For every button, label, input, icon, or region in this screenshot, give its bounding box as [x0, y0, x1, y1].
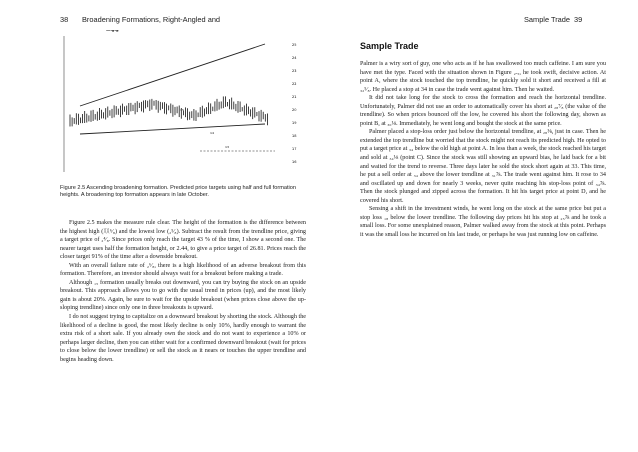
left-paragraph-4: I do not suggest trying to capitalize on a downward breakout by shorting the stock. Although the likelihood of a decline is good, the most likely decline is only 10%, hardly enough to warrant the extra risk of a short sale. If you already own the stock and do not want to experience a 10% or perhaps larger decline, then you can either wait for a confirmed downward breakout (wait for prices to close below the lower trendline) or sell the stock as it nears or touches the upper trendline and begins heading down. — [60, 314, 306, 363]
right-paragraph-4: Sensing a shift in the investment winds, he went long on the stock at the same price but put a stop loss ₁₈ below the lower trendline. The following day prices hit his stop at ₂₅⅞ and he took a small loss. For some unexplained reason, Palmer walked away from the stock at this point. Perhaps it was the small loss he incurred on his last trade, or perhaps he was just running low on caffeine. — [360, 206, 606, 238]
chart-annotation-3: ₁₃ — [225, 144, 230, 150]
price-axis-label: ₂₄ — [292, 55, 297, 61]
price-axis-label: ₂₅ — [292, 42, 297, 48]
right-paragraph-3: Palmer placed a stop-loss order just below the horizontal trendline, at ₂₈⅜, just in case. Then he extended the top trendline but worried that the stock might not reach its predicted high. He opted to put a target price at ₃₄ below the old high at point A. In less than a week, the stock reached his target and sold at ₃₄⅛ (point C). Since the stock was still showing an upward bias, he laid back for a bit and waited for the trend to reverse. Three days later he sold the stock short again at 33. This time, he put a sell order at ₃₄ above the lower trendline at ₃₁⅞. The trade went against him. It rose to 34 and oscillated up and down for nearly 3 weeks, never quite reaching his stop-loss point of ₃₄⅞. Then the stock plunged and zipped across the formation. It hit his target price at point D, and he covered his short. — [360, 129, 606, 204]
right-page-number: 39 — [574, 15, 583, 24]
price-axis-label: ₂₃ — [292, 68, 297, 74]
section-heading: Sample Trade — [360, 41, 419, 51]
right-running-head: Sample Trade — [524, 15, 571, 24]
left-page-number: 38 — [60, 15, 69, 24]
price-axis — [292, 42, 297, 165]
chart-title: ̶ ₐ̶ ₐ̶ — [110, 27, 119, 34]
left-body — [60, 219, 306, 364]
price-axis-label: ₁₈ — [292, 133, 297, 139]
right-paragraph-1: Palmer is a wiry sort of guy, one who acts as if he has swallowed too much caffeine. I am sure you have met the type. Faced with the situation shown in Figure ₂.₅, he took swift, decisive action. At point A, where the stock touched the top trendline, he quickly sold it short and received a fill at ₃₂⁵⁄₈. He placed a stop at 34 in case the trade went against him. Then he waited. — [360, 61, 606, 93]
price-axis-label: ₂₁ — [292, 94, 297, 100]
left-paragraph-1: Figure 2.5 makes the measure rule clear. The height of the formation is the difference between the highest high (〷⁶⁄₈) and the lowest low (₂⁵⁄₈). Subtract the result from the trendline price, giving a target price of ₂⁴⁄₈. Since prices only reach the target 43 % of the time, I show a second one. The nearer target uses half the formation height, or 2.44, to give a price target of 26.81. Prices reach the closer target 91% of the time after a downside breakout. — [60, 220, 306, 261]
right-body — [360, 60, 606, 239]
left-paragraph-3: Although ₁₅ formation usually breaks out downward, you can try buying the stock on an upside breakout. This approach allows you to go with the usual trend in prices (up), and the most likely gain is about 20%. Again, be sure to wait for the upside breakout (when prices close above the up-sloping trendline) since only one in three breakouts is upward. — [60, 279, 306, 312]
price-bars — [70, 96, 267, 126]
lower-trendline — [80, 124, 265, 134]
left-running-head: Broadening Formations, Right-Angled and — [82, 15, 221, 24]
price-axis-label: ₂₀ — [292, 107, 297, 113]
price-axis-label: ₁₉ — [292, 120, 297, 126]
figure-chart — [60, 26, 306, 176]
price-axis-label: ₂₂ — [292, 81, 297, 87]
price-axis-label: ₁₆ — [292, 159, 297, 165]
chart-annotation-1: ₁₅ — [180, 107, 185, 113]
left-paragraph-2: With an overall failure rate of ₂⁶⁄₈, there is a high likelihood of an adverse breakout from this formation. Therefore, an investor should always wait for a breakout before making a trade. — [60, 262, 306, 278]
upper-trendline — [80, 44, 265, 106]
chart-annotation-2: ₁₄ — [210, 130, 215, 136]
right-paragraph-2: It did not take long for the stock to cross the formation and reach the horizontal trendline. Unfortunately, Palmer did not use an order to automatically cover his short at ₂₈⁷⁄₈ (the value of the trendline). So when prices bounced off the low, he covered his short the following day, shown as point B, at ₃₀⅛. Immediately, he went long and bought the stock at the same price. — [360, 95, 606, 127]
figure-caption: Figure 2.5 Ascending broadening formation. Predicted price targets using half and full formation heights. A broadening top formation appears in late October. — [60, 185, 297, 199]
figure-chart-svg — [60, 26, 306, 176]
price-axis-label: ₁₇ — [292, 146, 297, 152]
